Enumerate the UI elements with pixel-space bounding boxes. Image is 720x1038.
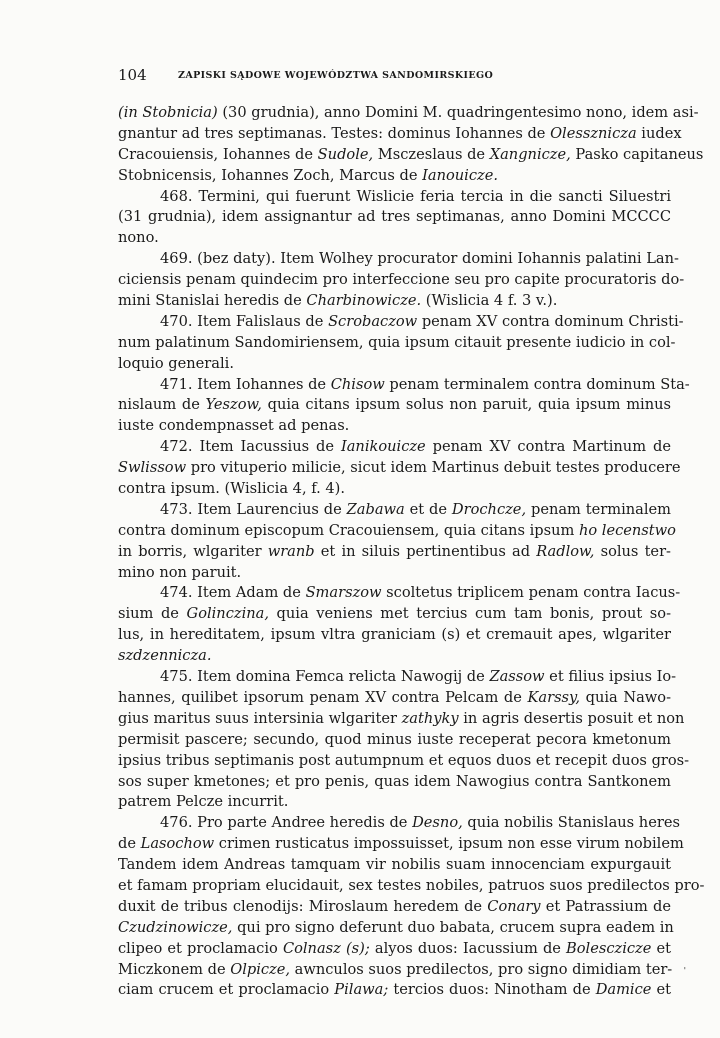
text-line: patrem Pelcze incurrit.	[118, 793, 289, 811]
text-line: num palatinum Sandomiriensem, quia ipsum citauit presente iudicio in col-	[118, 333, 676, 351]
text-line: contra dominum episcopum Cracouiensem, quia citans ipsum ho lecenstwo	[118, 521, 676, 539]
text-line: sos super kmetones; et pro penis, quas idem Nawogius contra Santkonem	[118, 772, 671, 790]
text-line: nislaum de Yeszow, quia citans ipsum solus non paruit, quia ipsum minus	[118, 396, 671, 414]
text-line: hannes, quilibet ipsorum penam XV contra Pelcam de Karssy, quia Nawo-	[118, 688, 671, 706]
body-text	[118, 103, 705, 1001]
text-line: ciam crucem et proclamacio Pilawa; tercios duos: Ninotham de Damice et	[118, 981, 672, 999]
text-line: 475. Item domina Femca relicta Nawogij de Zassow et filius ipsius Io-	[160, 668, 677, 686]
text-line: Stobnicensis, Iohannes Zoch, Marcus de Ianouicze.	[118, 166, 498, 184]
text-line: 476. Pro parte Andree heredis de Desno, quia nobilis Stanislaus heres	[160, 814, 680, 832]
text-line: sium de Golinczina, quia veniens met tercius cum tam bonis, prout so-	[118, 605, 671, 623]
text-line: gius maritus suus intersinia wlgariter zathyky in agris desertis posuit et non	[118, 709, 685, 727]
text-line: ciciensis penam quindecim pro interfeccione seu pro capite procuratoris do-	[118, 271, 685, 289]
text-line: (31 grudnia), idem assignantur ad tres septimanas, anno Domini MCCCC	[118, 208, 671, 226]
text-line: loquio generali.	[118, 354, 234, 372]
text-line: gnantur ad tres septimanas. Testes: dominus Iohannes de Olessznicza iudex	[118, 124, 682, 142]
text-line: duxit de tribus clenodijs: Miroslaum heredem de Conary et Patrassium de	[118, 897, 671, 915]
text-line: 468. Termini, qui fuerunt Wislicie feria tercia in die sancti Siluestri	[160, 187, 671, 205]
text-line: 470. Item Falislaus de Scrobaczow penam XV contra dominum Christi-	[160, 312, 684, 330]
text-line: Tandem idem Andreas tamquam vir nobilis suam innocenciam expurgauit	[118, 856, 671, 874]
page-header	[118, 66, 658, 86]
text-line: 471. Item Iohannes de Chisow penam terminalem contra dominum Sta-	[160, 375, 690, 393]
text-line: mini Stanislai heredis de Charbinowicze. (Wislicia 4 f. 3 v.).	[118, 292, 558, 310]
text-line: Czudzinowicze, qui pro signo deferunt duo babata, crucem supra eadem in	[118, 918, 674, 936]
text-line: in borris, wlgariter wranb et in siluis pertinentibus ad Radlow, solus ter-	[118, 542, 671, 560]
page-number: 104	[118, 66, 147, 84]
text-line: iuste condempnasset ad penas.	[118, 417, 350, 435]
text-line: ipsius tribus septimanis post autumpnum et equos duos et recepit duos gros-	[118, 751, 690, 769]
text-line: Miczkonem de Olpicze, awnculos suos predilectos, pro signo dimidiam ter-	[118, 960, 673, 978]
text-line: mino non paruit.	[118, 563, 242, 581]
text-line: permisit pascere; secundo, quod minus iuste receperat pecora kmetonum	[118, 730, 671, 748]
text-line: contra ipsum. (Wislicia 4, f. 4).	[118, 480, 346, 498]
running-head: ZAPISKI SĄDOWE WOJEWÓDZTWA SANDOMIRSKIEGO	[178, 70, 494, 81]
text-line: de Lasochow crimen rusticatus impossuisset, ipsum non esse virum nobilem	[118, 835, 684, 853]
text-line: 469. (bez daty). Item Wolhey procurator domini Iohannis palatini Lan-	[160, 250, 679, 268]
text-line: 472. Item Iacussius de Ianikouicze penam XV contra Martinum de	[160, 438, 671, 456]
margin-mark: '	[683, 966, 686, 975]
text-line: 474. Item Adam de Smarszow scoltetus triplicem penam contra Iacus-	[160, 584, 681, 602]
text-line: Swlissow pro vituperio milicie, sicut idem Martinus debuit testes producere	[118, 459, 681, 477]
text-line: lus, in hereditatem, ipsum vltra graniciam (s) et cremauit apes, wlgariter	[118, 626, 671, 644]
text-line: et famam propriam elucidauit, sex testes nobiles, patruos suos predilectos pro-	[118, 876, 705, 894]
text-line: (in Stobnicia) (30 grudnia), anno Domini M. quadringentesimo nono, idem asi-	[118, 104, 699, 121]
text-line: nono.	[118, 229, 159, 247]
text-line: 473. Item Laurencius de Zabawa et de Drochcze, penam terminalem	[160, 500, 672, 518]
text-line: clipeo et proclamacio Colnasz (s); alyos duos: Iacussium de Bolesczicze et	[118, 939, 672, 957]
text-line: szdzennicza.	[118, 647, 212, 665]
text-line: Cracouiensis, Iohannes de Sudole, Msczeslaus de Xangnicze, Pasko capitaneus	[118, 145, 704, 163]
